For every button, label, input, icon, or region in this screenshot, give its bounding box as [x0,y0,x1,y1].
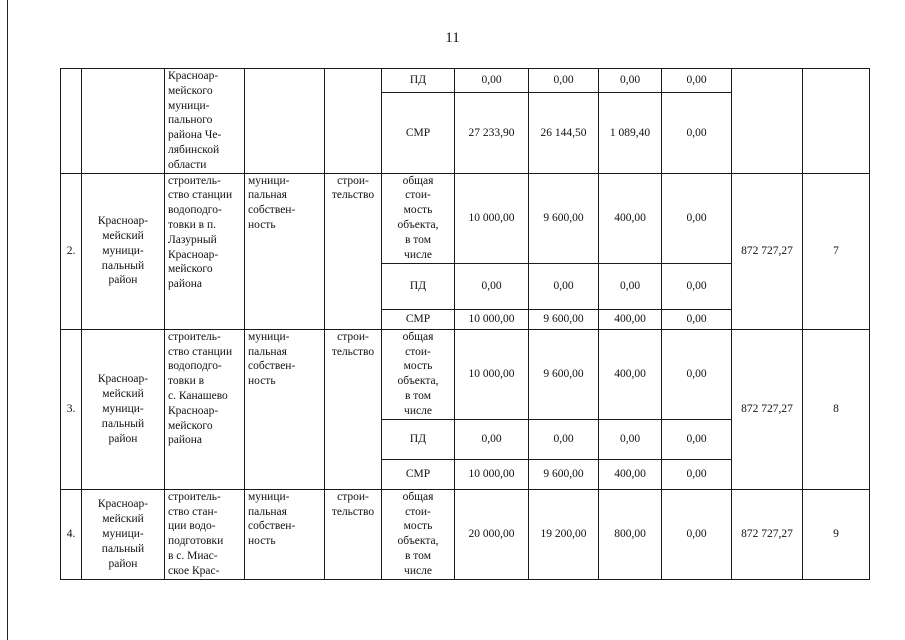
cost-label-smr: СМР [382,459,455,489]
row-number: 2. [61,173,82,329]
value-cell: 0,00 [662,309,732,329]
budget-table [60,68,870,580]
value-cell: 10 000,00 [455,329,529,419]
ownership-cell: муници- пальная собствен- ность [245,489,325,579]
value-cell: 20 000,00 [455,489,529,579]
municipality-cell [82,69,165,174]
value-cell: 9 600,00 [529,459,599,489]
value-cell: 0,00 [662,93,732,174]
value-cell: 0,00 [662,459,732,489]
work-type-cell: строи- тельство [325,173,382,329]
cost-label-pd: ПД [382,263,455,309]
work-type-cell: строи- тельство [325,329,382,489]
cost-label-total: общая стои- мость объекта, в том числе [382,329,455,419]
code-cell: 9 [803,489,870,579]
table-row [61,489,870,579]
object-cell: строитель- ство стан- ции водо- подготовки в с. Миас- ское Крас- [165,489,245,579]
cost-label-pd: ПД [382,69,455,93]
value-cell: 10 000,00 [455,173,529,263]
cost-label-total: общая стои- мость объекта, в том числе [382,489,455,579]
value-cell: 0,00 [455,419,529,459]
work-type-cell: строи- тельство [325,489,382,579]
cost-label-pd: ПД [382,419,455,459]
value-cell: 10 000,00 [455,309,529,329]
code-cell: 8 [803,329,870,489]
ownership-cell: муници- пальная собствен- ность [245,329,325,489]
amount-cell: 872 727,27 [732,173,803,329]
object-cell: строитель- ство станции водоподго- товки в п. Лазурный Красноар- мейского района [165,173,245,329]
code-cell [803,69,870,174]
value-cell: 19 200,00 [529,489,599,579]
municipality-cell: Красноар- мейский муници- пальный район [82,489,165,579]
num-cell [61,69,82,174]
value-cell: 0,00 [662,329,732,419]
value-cell: 1 089,40 [599,93,662,174]
cost-label-total: общая стои- мость объекта, в том числе [382,173,455,263]
value-cell: 0,00 [662,263,732,309]
row-number: 3. [61,329,82,489]
ownership-cell: муници- пальная собствен- ность [245,173,325,329]
value-cell: 0,00 [599,263,662,309]
value-cell: 800,00 [599,489,662,579]
cost-label-smr: СМР [382,309,455,329]
object-cell: строитель- ство станции водоподго- товки в с. Канашево Красноар- мейского района [165,329,245,489]
value-cell: 9 600,00 [529,329,599,419]
value-cell: 0,00 [662,69,732,93]
value-cell: 0,00 [455,263,529,309]
value-cell: 10 000,00 [455,459,529,489]
value-cell: 0,00 [455,69,529,93]
value-cell: 27 233,90 [455,93,529,174]
value-cell: 0,00 [599,419,662,459]
value-cell: 0,00 [599,69,662,93]
municipality-cell: Красноар- мейский муници- пальный район [82,173,165,329]
amount-cell: 872 727,27 [732,489,803,579]
value-cell: 0,00 [529,69,599,93]
table-row [61,69,870,93]
value-cell: 400,00 [599,329,662,419]
amount-cell: 872 727,27 [732,329,803,489]
municipality-cell: Красноар- мейский муници- пальный район [82,329,165,489]
table-row [61,173,870,263]
page-number: 11 [445,30,460,46]
value-cell: 9 600,00 [529,173,599,263]
value-cell: 0,00 [662,173,732,263]
work-type-cell [325,69,382,174]
table-row [61,329,870,419]
value-cell: 400,00 [599,309,662,329]
value-cell: 400,00 [599,173,662,263]
page-left-border [7,0,8,640]
value-cell: 0,00 [662,419,732,459]
value-cell: 0,00 [662,489,732,579]
object-cell: Красноар- мейского муници- пального района Че- лябинской области [165,69,245,174]
cost-label-smr: СМР [382,93,455,174]
amount-cell [732,69,803,174]
value-cell: 26 144,50 [529,93,599,174]
value-cell: 9 600,00 [529,309,599,329]
value-cell: 0,00 [529,419,599,459]
value-cell: 0,00 [529,263,599,309]
row-number: 4. [61,489,82,579]
value-cell: 400,00 [599,459,662,489]
code-cell: 7 [803,173,870,329]
ownership-cell [245,69,325,174]
